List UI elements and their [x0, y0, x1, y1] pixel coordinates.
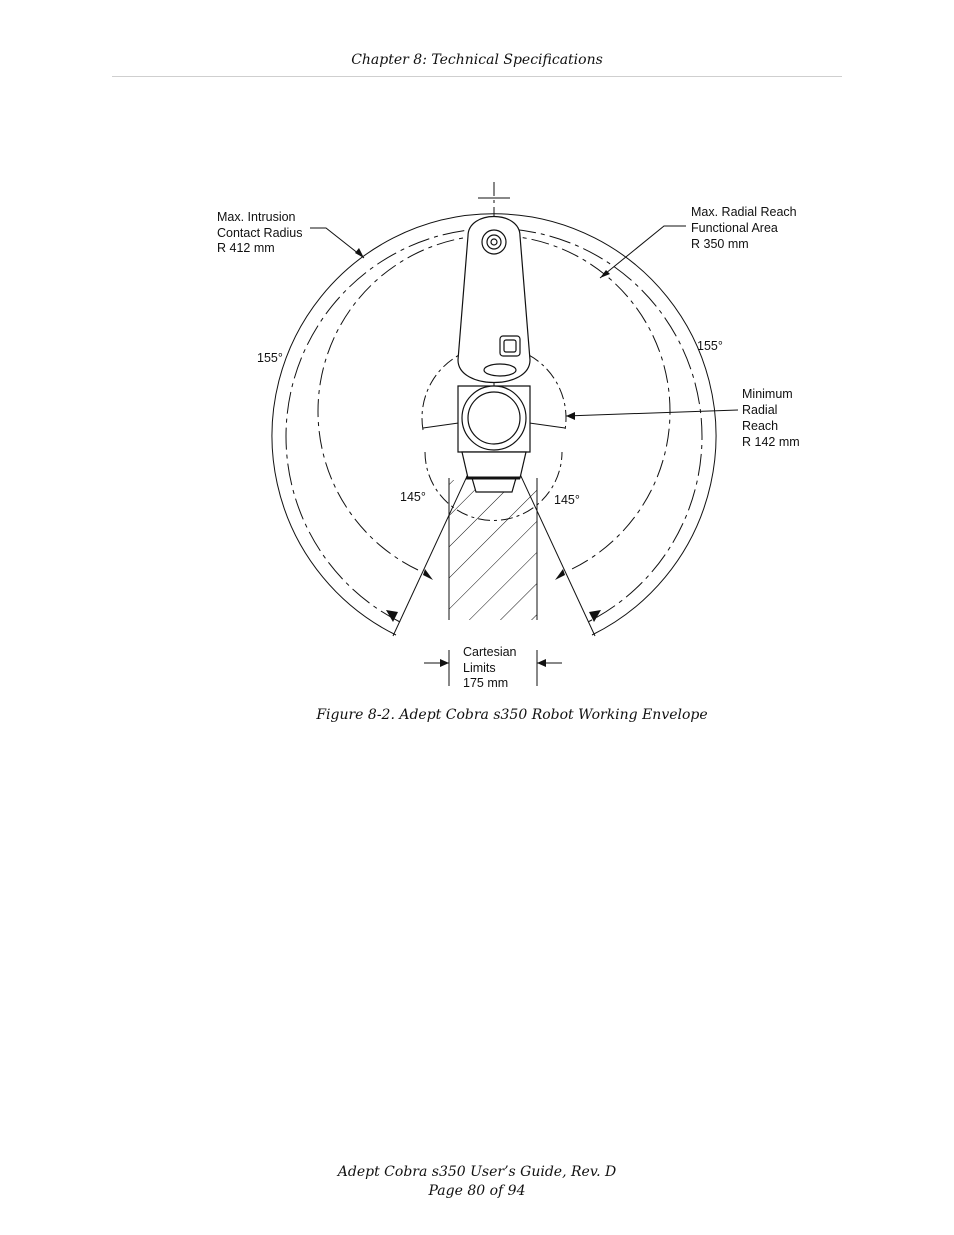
radial-reach-label-line1: Max. Radial Reach	[691, 205, 797, 219]
angle-right-outer-label: 155°	[697, 339, 723, 353]
angle-right-inner-label: 145°	[554, 493, 580, 507]
minimum-reach-label-line4: R 142 mm	[742, 435, 800, 449]
radial-reach-label-line3: R 350 mm	[691, 237, 749, 251]
radial-reach-leader	[600, 226, 686, 278]
running-header: Chapter 8: Technical Specifications	[351, 52, 603, 68]
angle-left-outer-label: 155°	[257, 351, 283, 365]
angle-left-inner-label: 145°	[400, 490, 426, 504]
radial-reach-label-line2: Functional Area	[691, 221, 778, 235]
robot-arm	[458, 217, 530, 493]
cartesian-label-line2: Limits	[463, 661, 496, 675]
minimum-reach-leader	[566, 410, 738, 416]
cartesian-label-line1: Cartesian	[463, 645, 517, 659]
intrusion-label-line2: Contact Radius	[217, 226, 303, 240]
intrusion-label-line3: R 412 mm	[217, 241, 275, 255]
minimum-reach-label-line2: Radial	[742, 403, 778, 417]
figure-caption: Figure 8-2. Adept Cobra s350 Robot Working Envelope	[316, 707, 708, 723]
minimum-reach-label-line3: Reach	[742, 419, 779, 433]
minimum-reach-label-line1: Minimum	[742, 387, 793, 401]
cartesian-label-line3: 175 mm	[463, 676, 509, 690]
intrusion-leader	[310, 228, 364, 258]
page-footer	[0, 1163, 954, 1201]
footer-page-number: Page 80 of 94	[428, 1183, 526, 1199]
footer-guide-title: Adept Cobra s350 User’s Guide, Rev. D	[337, 1164, 617, 1180]
intrusion-label-line1: Max. Intrusion	[217, 210, 296, 224]
